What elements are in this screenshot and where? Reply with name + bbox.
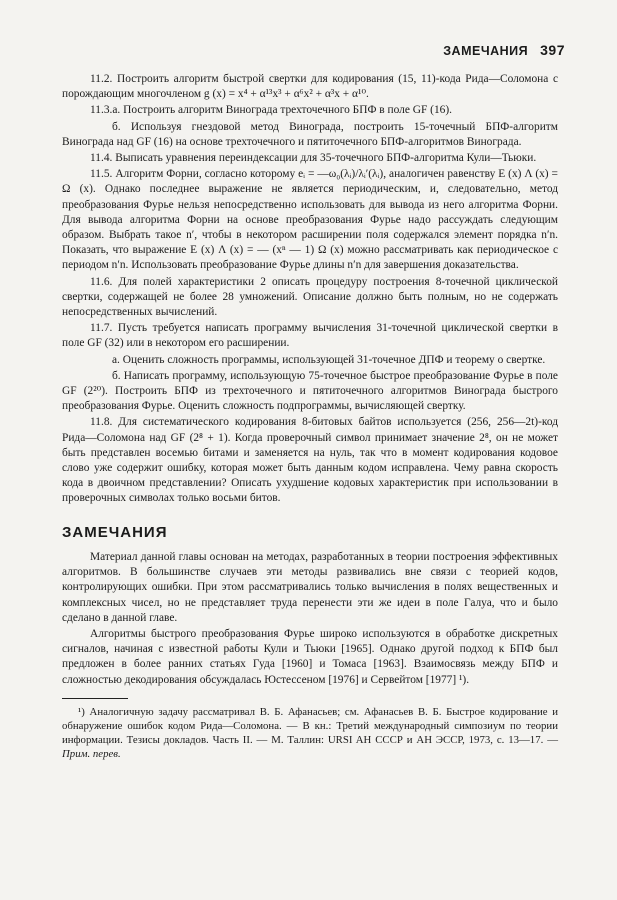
exercise-text: Используя гнездовой метод Винограда, построить 15-точечный БПФ-алгоритм Винограда над GF (16) на основе трехточечного и пятиточечного БПФ-алгоритмов Винограда. [62,120,558,148]
exercise-text: Для систематического кодирования 8-битовых байтов используется (256, 256—2t)-код Рида—Соломона над GF (2⁸ + 1). Когда проверочный символ принимает значение 2⁸, он не может быть представлен восемью битами и заменяется на нуль, так что в момент кодирования кодовое слово уже содержит ошибку, которая может быть данным кодом исправлена. Чему равна скорость кода в двоичном представлении? Описать ухудшение кодовых характеристик при использовании в проверочных символах только восьми битов. [62,416,558,505]
exercise-text: Для полей характеристики 2 описать процедуру построения 8-точечной циклической свертки, содержащей не более 28 умножений. Описание должно быть полным, но не содержать непосредственных вычислений. [62,275,558,319]
exercise-11-4 [62,151,558,166]
footnote-translator-note: Прим. перев. [62,747,121,760]
exercise-11-3a [62,103,558,118]
notes-paragraph: Алгоритмы быстрого преобразования Фурье широко используются в обработке дискретных сигналов, начиная с известной работы Кули и Тьюки [1965]. Однако другой подход к БПФ был предложен в более ранних статьях Гуда [1960] и Томаса [1963]. Взаимосвязь между БПФ и сложностью декодирования обсуждалась Юстессеном [1976] и Сервейтом [1977] ¹). [62,627,558,686]
exercise-11-2 [62,72,558,102]
exercise-label: 11.5. [90,168,113,181]
running-head [443,42,565,58]
notes-paragraph: Материал данной главы основан на методах, разработанных в теории построения эффективных алгоритмов. В большинстве случаев эти методы развивались вне связи с теорией кодов, контролирующих ошибки. При этом рассматривались только вычисления в полях вещественных и комплексных чисел, но не представляет труда перенести эти же идеи в поле Галуа, что и было сделано в данной главе. [62,550,558,624]
exercise-11-5 [62,167,558,273]
exercise-11-6 [62,275,558,321]
exercise-11-3b [62,120,558,150]
exercise-label: а. [112,353,120,366]
exercise-text: Алгоритм Форни, согласно которому eᵢ = —ω₀(λᵢ)/λᵢ′(λᵢ), аналогичен равенству E (x) Λ (x) = Ω (x). Однако последнее выражение не является периодическим, и, следовательно, метод преобразования Фурье нельзя непосредственно использовать для вывода из него алгоритма Форни. Для вывода алгоритма Форни на основе преобразования Фурье надо рассуждать следующим образом. Выбрать такое n′, чтобы в некотором расширении поля содержался элемент порядка n′n. Показать, что выражение E (x) Λ (x) = — (xⁿ — 1) Ω (x) можно рассматривать как периодическое с периодом n′n. Использовать преобразование Фурье длины n′n для завершения доказательства. [62,168,558,272]
exercise-11-7a [62,353,558,368]
exercise-label: 11.7. [90,322,113,335]
exercise-text: Построить алгоритм быстрой свертки для кодирования (15, 11)-кода Рида—Соломона с порождающим многочленом g (x) = x⁴ + α¹³x³ + α⁶x² + α³x + α¹⁰. [62,73,558,101]
footnote-text: Аналогичную задачу рассматривал В. Б. Афанасьев; см. Афанасьев В. Б. Быстрое кодирование и обнаружение ошибок кодом Рида—Соломона. — В кн.: Третий международный симпозиум по теории информации. Тезисы докладов. Часть II. — М. Таллин: URSI AH СССР и AH ЭССР, 1973, с. 13—17. — [62,705,558,746]
footnote-marker: ¹) [78,705,85,718]
exercise-label: 11.6. [90,275,113,288]
exercise-text: Пусть требуется написать программу вычисления 31-точечной циклической свертки в поле GF (32) или в некотором его расширении. [62,322,558,350]
exercise-text: Оценить сложность программы, использующей 31-точечное ДПФ и теорему о свертке. [122,353,546,366]
page-number: 397 [540,42,565,58]
exercise-11-7b [62,369,558,415]
exercise-label: б. [112,120,121,133]
running-title: ЗАМЕЧАНИЯ [443,44,529,58]
exercise-label: 11.3.а. [90,104,121,117]
footnote-divider [62,698,128,699]
exercise-11-8 [62,415,558,506]
exercise-label: 11.2. [90,73,113,85]
exercise-text: Построить алгоритм Винограда трехточечного БПФ в поле GF (16). [123,104,452,117]
exercise-label: 11.4. [90,152,113,165]
exercise-label: б. [112,369,121,382]
exercise-label: 11.8. [90,416,113,429]
exercise-text: Выписать уравнения переиндексации для 35-точечного БПФ-алгоритма Кули—Тьюки. [115,152,537,165]
footnote [62,705,558,761]
exercise-text: Написать программу, использующую 75-точечное быстрое преобразование Фурье в поле GF (2²⁰). Построить БПФ из трехточечного и пятиточечного алгоритмов Винограда быстрого преобразования Фурье. Оценить сложность подпрограммы, вычисляющей свертку. [62,369,558,413]
exercise-11-7 [62,321,558,351]
section-title: ЗАМЕЧАНИЯ [62,523,168,541]
page-body [62,72,558,761]
